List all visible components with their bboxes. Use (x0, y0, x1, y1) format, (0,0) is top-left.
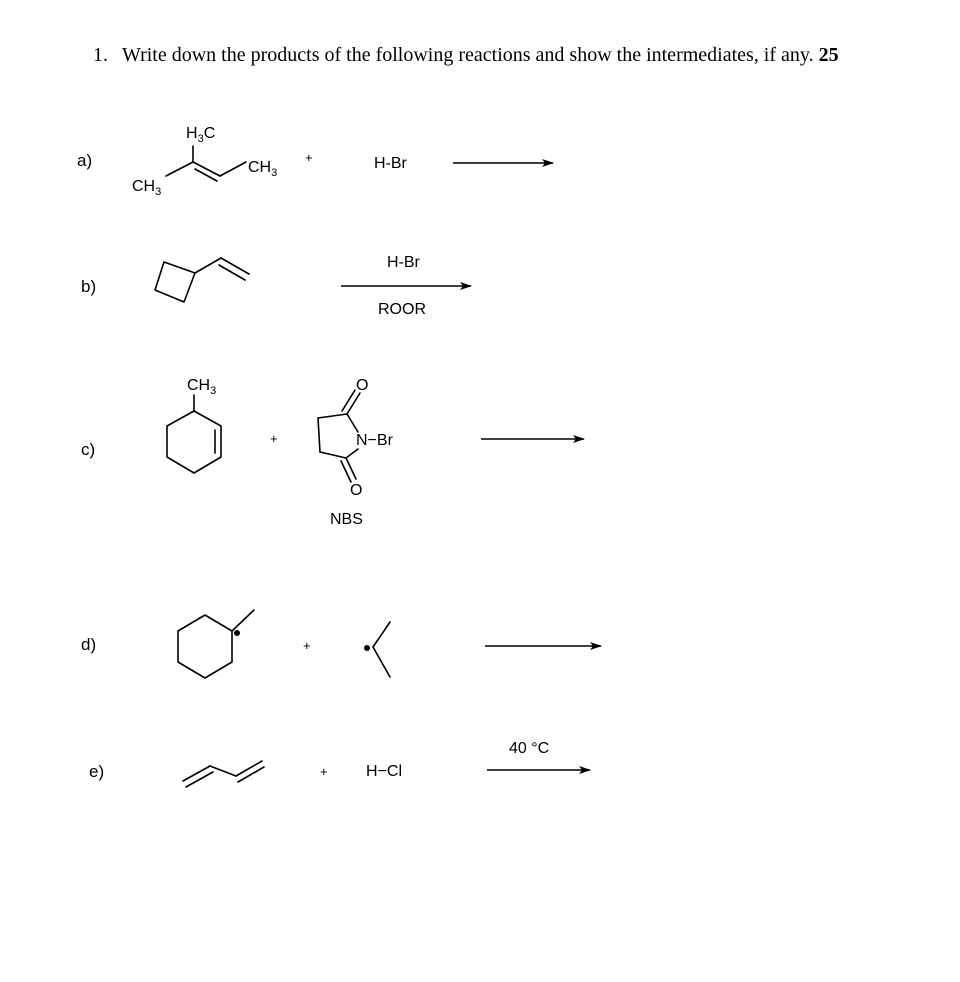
reaction-e (89, 740, 590, 787)
nbs-caption: NBS (330, 511, 363, 528)
reaction-e-arrow-condition: 40 °C (509, 740, 550, 757)
reaction-c (81, 377, 584, 528)
reaction-a-top-methyl-label: $H_3C$ (186, 125, 216, 145)
reaction-b (81, 254, 471, 318)
reaction-a-left-methyl-label: $CH_3$ (132, 178, 162, 198)
radical-dot-icon (234, 630, 240, 636)
radical-dot-icon (364, 645, 370, 651)
reaction-d-plus: + (303, 638, 311, 653)
reaction-b-label: b) (81, 277, 97, 296)
reaction-e-reagent: H−Cl (366, 763, 403, 780)
reaction-b-arrow-top-reagent: H-Br (387, 254, 420, 271)
reaction-a (77, 125, 553, 198)
question-text: Write down the products of the following reactions and show the intermediates, if any. (122, 44, 814, 66)
reaction-e-plus: + (320, 764, 328, 779)
reaction-c-plus: + (270, 431, 278, 446)
reaction-d (81, 610, 601, 678)
reaction-a-plus: + (305, 150, 313, 165)
reaction-d-label: d) (81, 635, 97, 654)
reaction-e-substrate-structure (183, 761, 264, 787)
reaction-c-substrate-structure (167, 377, 221, 473)
reaction-d-reagent-structure (364, 622, 390, 677)
reaction-b-arrow-bottom-reagent: ROOR (378, 301, 426, 318)
reaction-d-substrate-structure (178, 610, 254, 678)
reaction-a-label: a) (77, 151, 93, 170)
reaction-e-label: e) (89, 762, 105, 781)
reaction-c-nbs-structure (318, 377, 394, 528)
reaction-a-reagent: H-Br (374, 155, 407, 172)
reaction-b-substrate-structure (155, 258, 249, 302)
question-marks: 25 (818, 44, 839, 66)
reaction-c-label: c) (81, 440, 96, 459)
reaction-a-right-methyl-label: $CH_3$ (248, 159, 278, 179)
nbs-bottom-oxygen: O (350, 482, 363, 499)
reaction-a-substrate-structure (132, 125, 277, 198)
nbs-n-br-label: N−Br (356, 432, 393, 449)
nbs-top-oxygen: O (356, 377, 369, 394)
reaction-c-methyl-label: $CH_3$ (187, 377, 217, 397)
question-number: 1. (93, 44, 108, 66)
